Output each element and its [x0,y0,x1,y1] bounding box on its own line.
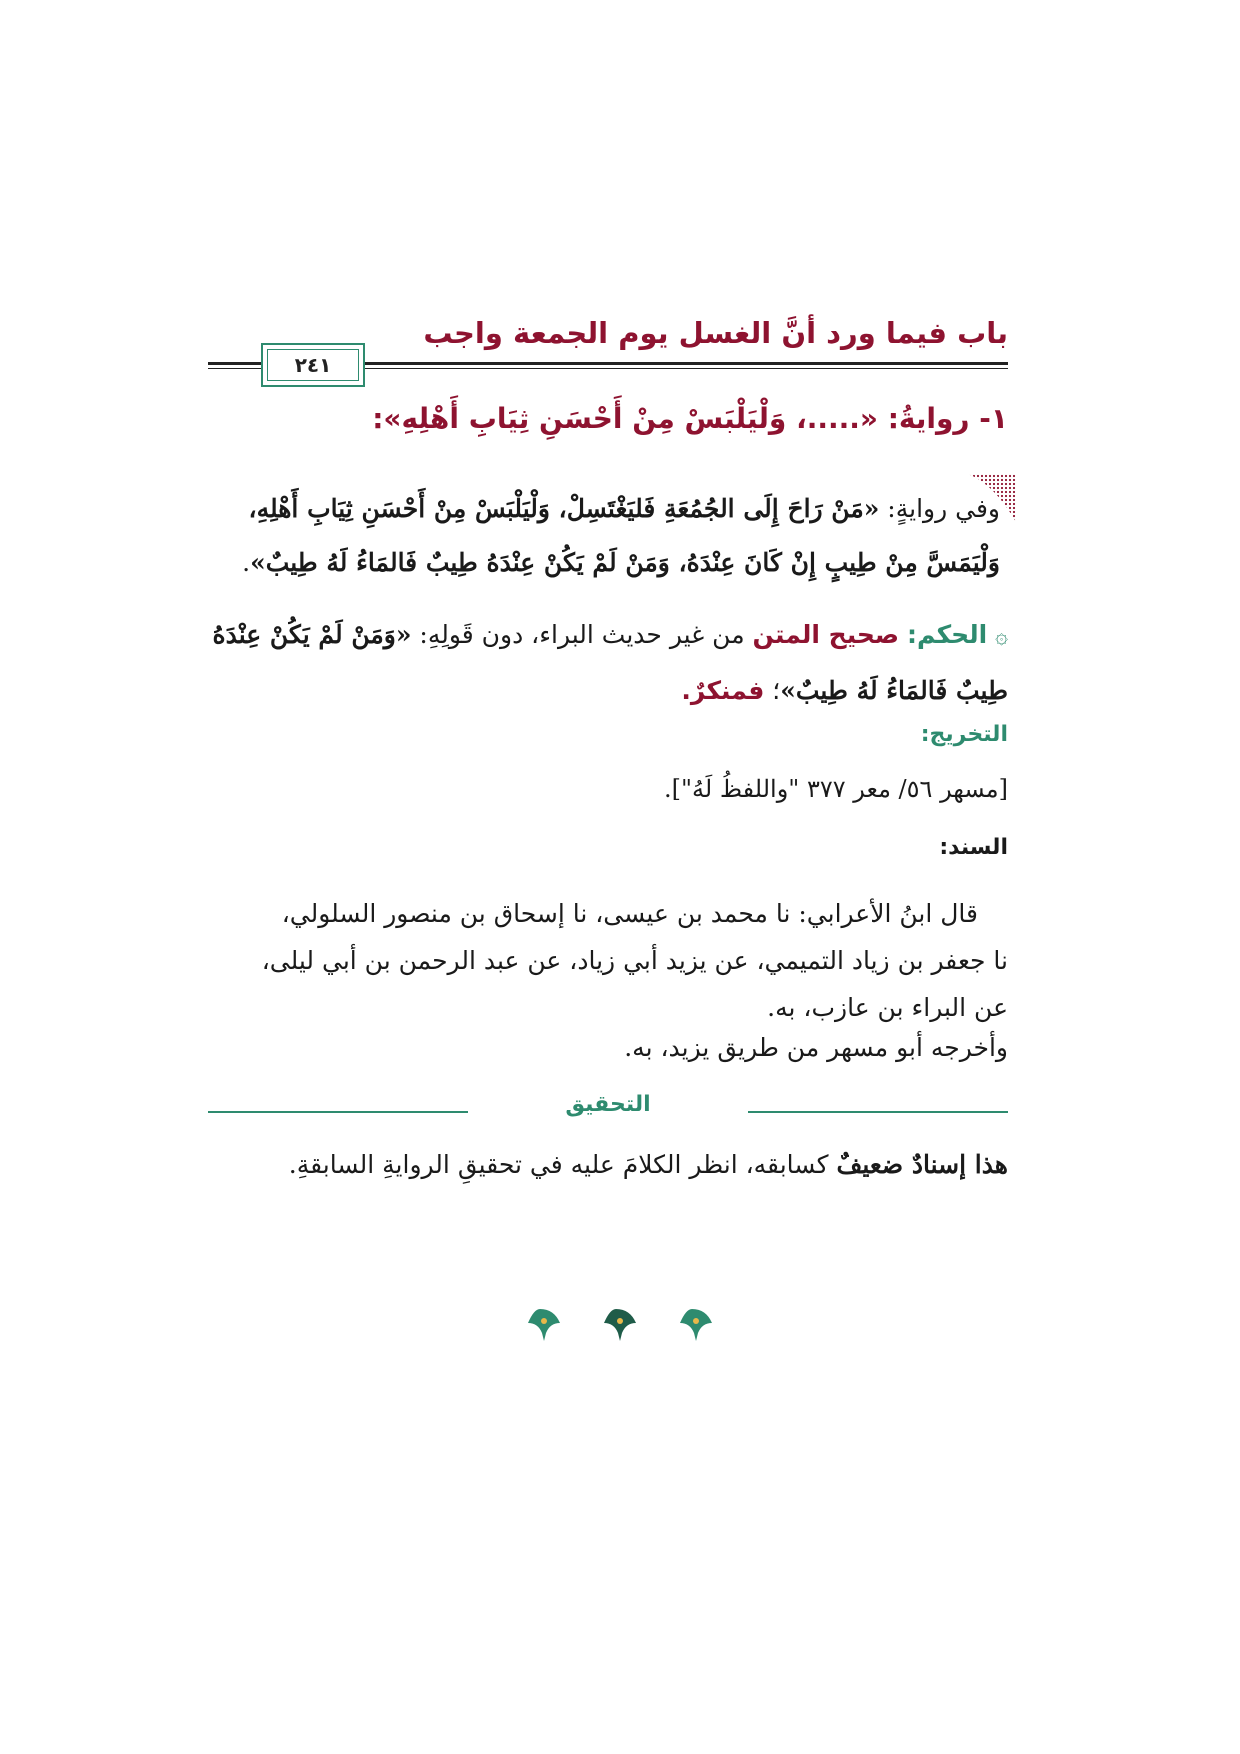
verdict-text: كسابقه، انظر الكلامَ عليه في تحقيقِ الروايةِ السابقةِ. [288,1150,837,1179]
ruling-tail: فمنكرٌ. [681,676,765,705]
verdict-paragraph [208,1150,1038,1179]
narration-intro: وفي روايةٍ: [879,494,1000,523]
sanad-heading: السند: [939,835,1008,860]
sanad-line: قال ابنُ الأعرابي: نا محمد بن عيسى، نا إسحاق بن منصور السلولي، [281,899,978,928]
takhrij-heading: التخريج: [920,722,1008,747]
running-title: باب فيما ورد أنَّ الغسل يوم الجمعة واجب [423,316,1008,350]
ruling-label: الحكم: [907,620,988,649]
ruling-paragraph [208,608,1008,718]
sanad-line: نا جعفر بن زياد التميمي، عن يزيد أبي زياد، عن عبد الرحمن بن أبي ليلى، [261,946,1008,975]
rosette-icon: ۞ [995,624,1008,649]
narration-title: ١- روايةُ: «.....، وَلْيَلْبَسْ مِنْ أَحْسَنِ ثِيَابِ أَهْلِهِ»: [372,402,1008,435]
takhrij-reference: [مسهر ٥٦/ معر ٣٧٧ "واللفظُ لَهُ"]. [664,775,1008,803]
hadith-quote: «مَنْ رَاحَ إِلَى الجُمُعَةِ فَليَغْتَسِلْ، وَلْيَلْبَسْ مِنْ أَحْسَنِ ثِيَابِ أَهْلِهِ، وَلْيَمَسَّ مِنْ طِيبٍ إِنْ كَانَ عِنْدَهُ، وَمَنْ لَمْ يَكُنْ عِنْدَهُ طِيبٌ فَالمَاءُ لَهُ طِيبٌ» [248,494,1000,577]
divider-line [748,1111,1008,1113]
divider-line [208,1111,468,1113]
ruling-text: من غير حديث البراء، دون قَولِهِ: [411,620,753,649]
ruling-quote: «وَمَنْ لَمْ يَكُنْ عِنْدَهُ طِيبٌ فَالمَاءُ لَهُ طِيبٌ» [212,620,1008,705]
sanad-also: وأخرجه أبو مسهر من طريق يزيد، به. [624,1033,1008,1062]
sanad-line: عن البراء بن عازب، به. [767,993,1008,1022]
floral-ornament-icon [520,1303,720,1347]
corner-ornament-icon [968,474,1016,522]
narration-text [208,482,1008,590]
narration-end: . [242,548,251,577]
ruling-separator: ؛ [764,676,781,705]
ruling-value: صحيح المتن [752,620,900,649]
page-header [208,310,1008,390]
tahqiq-heading: التحقيق [565,1092,651,1117]
narration-block [208,482,1008,594]
sanad-text [208,890,1008,1031]
tahqiq-divider [208,1092,1008,1132]
page-number-frame [261,343,365,387]
verdict-lead: هذا إسنادٌ ضعيفٌ [836,1150,1008,1179]
page-number: ٢٤١ [287,353,340,377]
